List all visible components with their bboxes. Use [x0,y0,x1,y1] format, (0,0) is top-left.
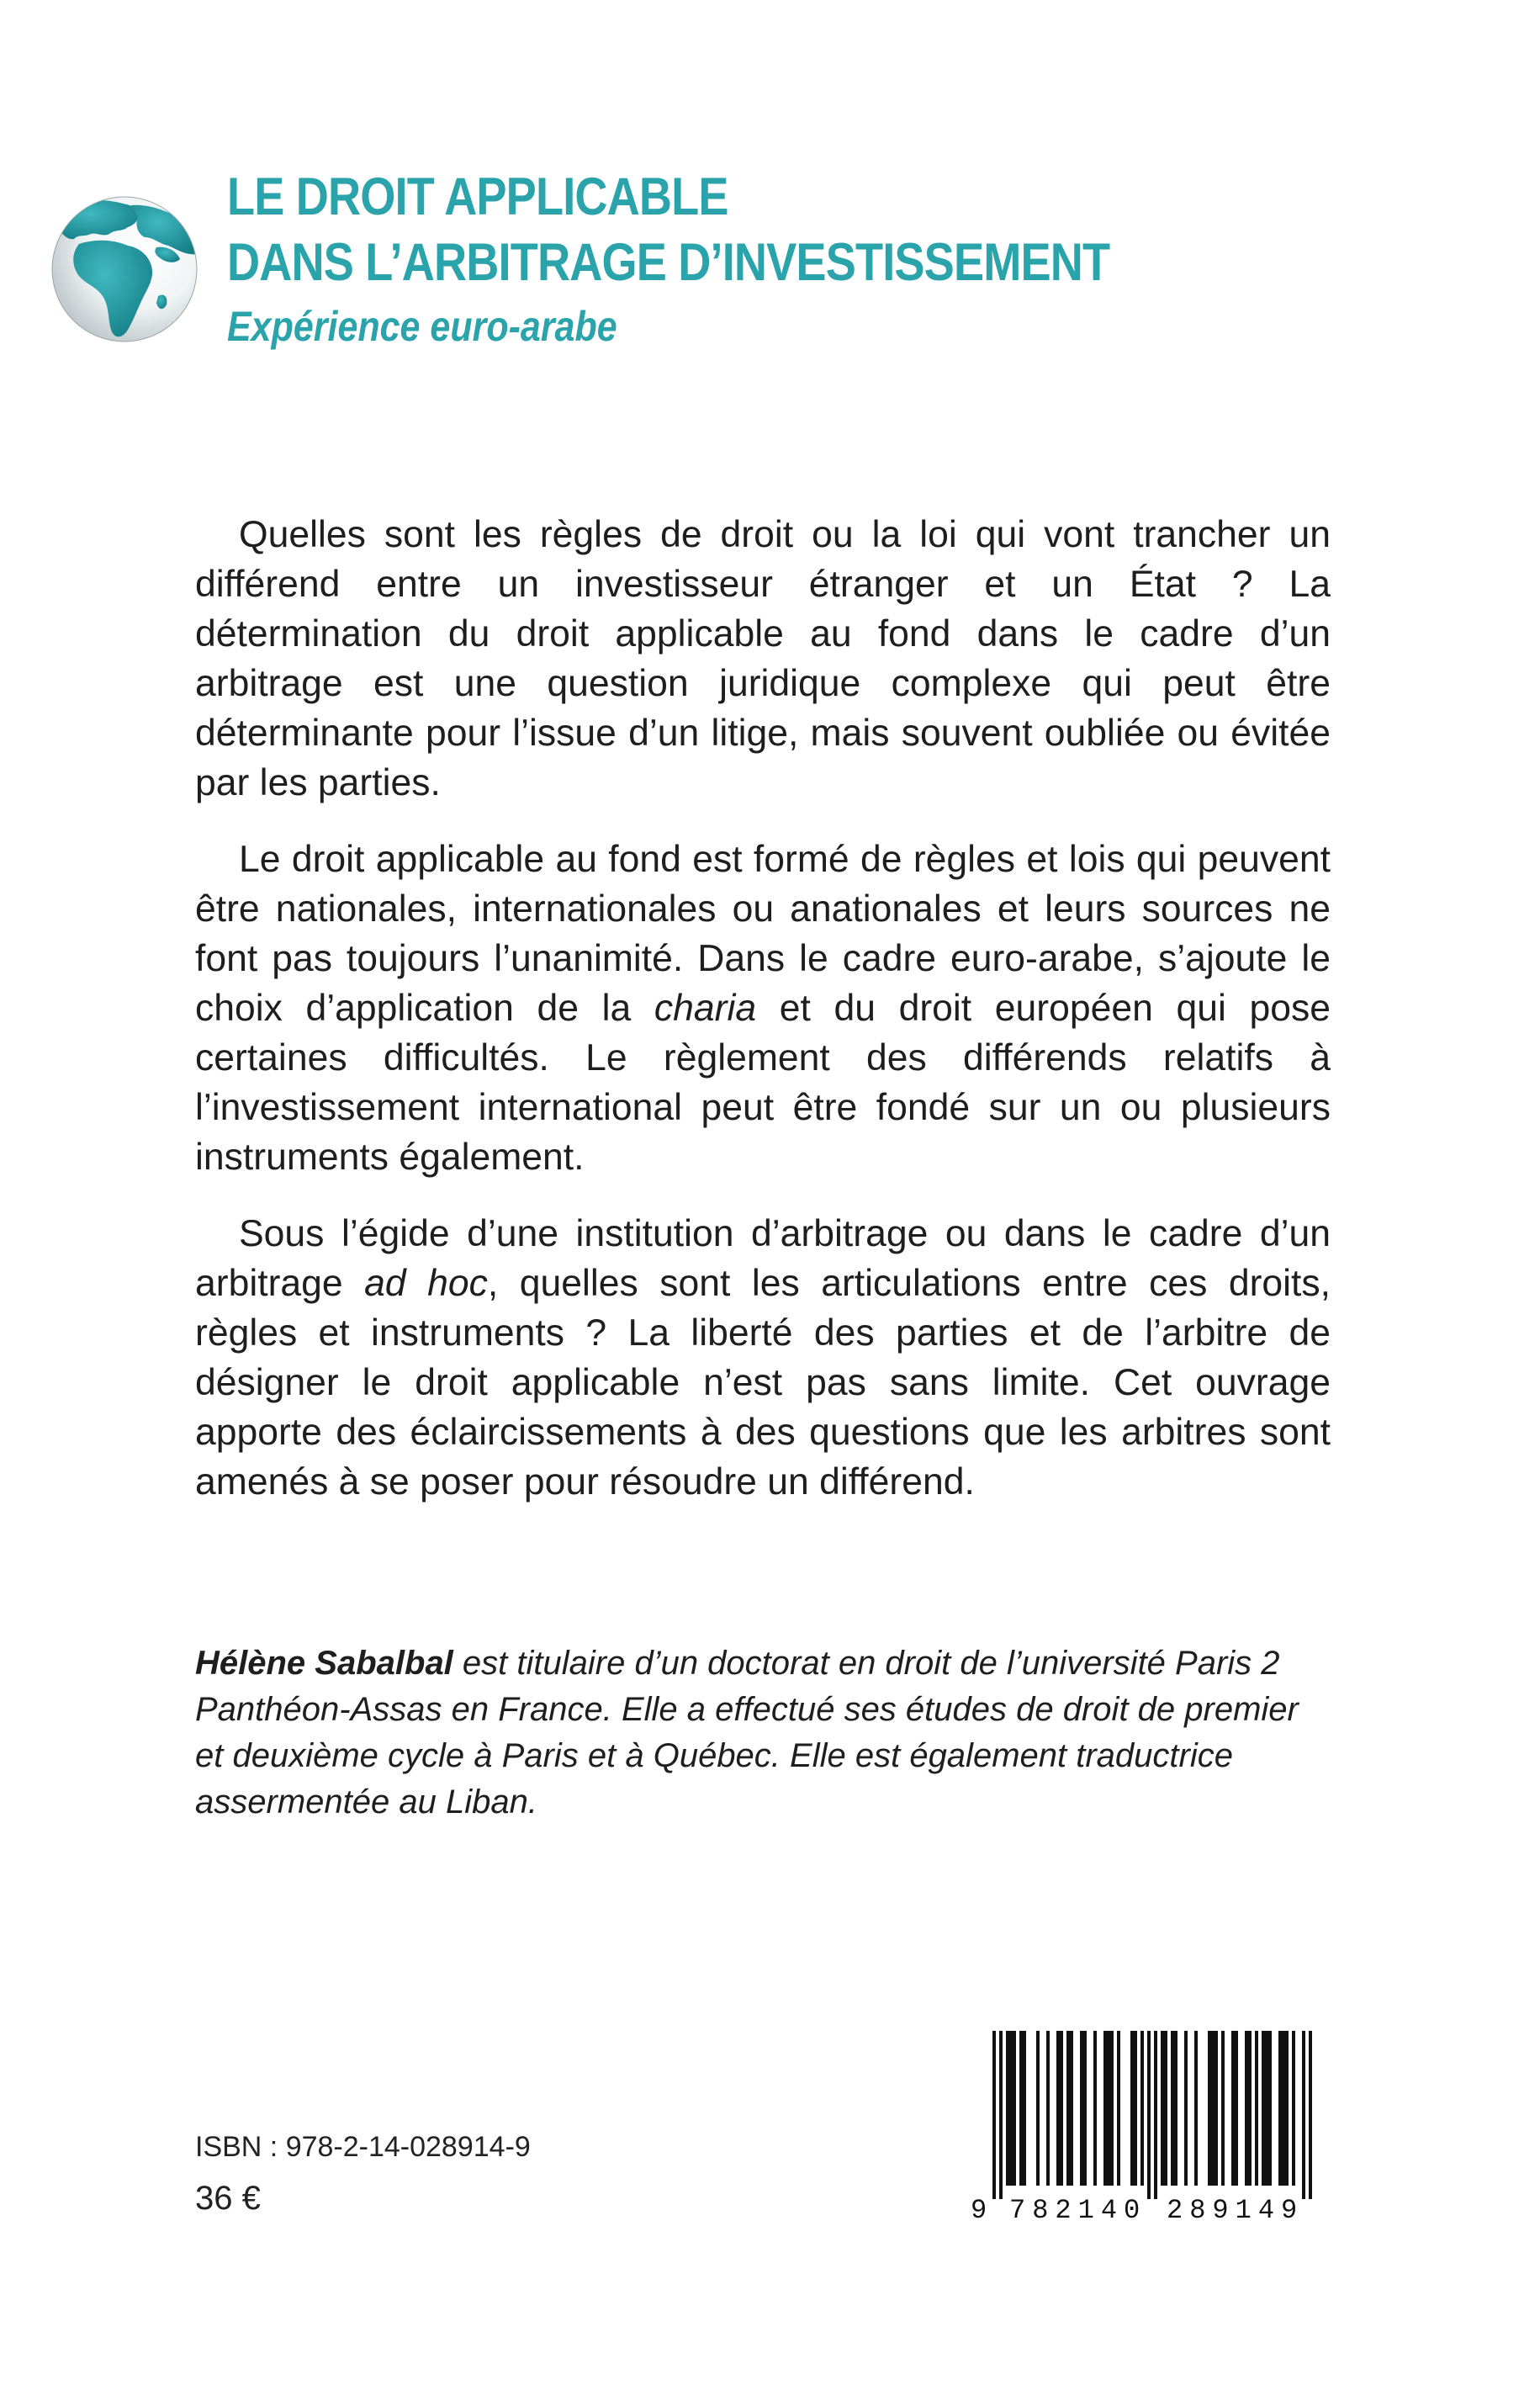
blurb-paragraph-1: Quelles sont les règles de droit ou la loi qui vont trancher un différend entre un investisseur étranger et un État ? La détermination du droit applicable au fond dans le cadre d’un arbitrage est une question juridique complexe qui peut être déterminante pour l’issue d’un litige, mais souvent oubliée ou évitée par les parties. [195,514,1331,803]
title-block [227,164,1472,354]
barcode-bar [1215,2031,1218,2186]
barcode-bar [1184,2031,1188,2186]
barcode-bar [992,2031,996,2199]
globe-icon [50,195,198,343]
book-title-line-2: DANS L’ARBITRAGE D’INVESTISSEMENT [227,233,1110,292]
barcode-first-digit: 9 [971,2195,987,2226]
barcode-bar [1110,2031,1114,2186]
barcode-bar [1262,2031,1265,2186]
barcode-bar [1103,2031,1107,2186]
barcode-bar [1161,2031,1164,2186]
barcode-bar [1211,2031,1215,2186]
barcode-bar [1164,2031,1167,2186]
barcode-bar [1009,2031,1013,2186]
barcode-bar [1036,2031,1040,2186]
price: 36 € [195,2180,261,2217]
barcode-bar [1013,2031,1016,2186]
barcode-bar [1208,2031,1211,2186]
barcode-bar [1093,2031,1097,2186]
barcode-bar [1265,2031,1268,2186]
barcode-bar [1107,2031,1110,2186]
barcode-bar [1268,2031,1272,2186]
barcode-bar [1140,2031,1144,2186]
author-bio [195,1640,1331,1826]
barcode-bar [1019,2031,1023,2186]
barcode-bar [1134,2031,1137,2186]
barcode-bar [1248,2031,1252,2186]
barcode-bar [1056,2031,1060,2186]
barcode-bar [1309,2031,1312,2199]
barcode-bar [1130,2031,1134,2186]
barcode-bar [1245,2031,1248,2186]
blurb-paragraph-2: Le droit applicable au fond est formé de règles et lois qui peuvent être nationales, internationales ou anationales et leurs sources ne font pas toujours l’unanimité. Dans le cadre euro-arabe, s’ajoute le choix d’application de la charia et du droit européen qui pose certaines difficultés. Le règlement des différends relatifs à l’investissement international peut être fondé sur un ou plusieurs instruments également. [195,839,1331,1178]
barcode-bar [1046,2031,1050,2186]
blurb-paragraph-3: Sous l’égide d’une institution d’arbitrage ou dans le cadre d’un arbitrage ad hoc, quelles sont les articulations entre ces droits, règles et instruments ? La liberté des parties et de l’arbitre de désigner le droit applicable n’est pas sans limite. Cet ouvrage apporte des éclaircissements à des questions que les arbitres sont amenés à se poser pour résoudre un différend. [195,1213,1331,1503]
barcode-bar [1255,2031,1258,2186]
barcode [967,2026,1330,2228]
barcode-group-2: 289149 [1167,2195,1305,2226]
blurb [195,510,1331,1534]
author-name: Hélène Sabalbal [195,1645,453,1682]
barcode-bar [1221,2031,1225,2186]
barcode-bar [1285,2031,1289,2186]
barcode-bar [999,2031,1003,2199]
book-title-line-1: LE DROIT APPLICABLE [227,167,728,226]
barcode-bar [1006,2031,1009,2186]
barcode-bar [1282,2031,1285,2186]
book-subtitle: Expérience euro-arabe [227,303,617,350]
barcode-bar [1194,2031,1198,2186]
barcode-bar [1080,2031,1083,2186]
barcode-bar [1302,2031,1305,2199]
barcode-bar [1023,2031,1026,2186]
barcode-bar [1070,2031,1073,2186]
barcode-bar [1060,2031,1063,2186]
barcode-bar [1171,2031,1174,2186]
barcode-bar [1235,2031,1238,2186]
author-bio-text: est titulaire d’un doctorat en droit de l’université Paris 2 Panthéon-Assas en France. Elle a effectué ses études de droit de premier et deuxième cycle à Paris et à Québec. Elle est également traductrice assermentée au Liban. [195,1645,1299,1821]
barcode-bar [1292,2031,1295,2186]
barcode-bar [1147,2031,1151,2199]
barcode-bar [1117,2031,1120,2186]
barcode-bar [1278,2031,1282,2186]
barcode-bar [1066,2031,1070,2186]
barcode-bar [1083,2031,1087,2186]
barcode-bar [1231,2031,1235,2186]
barcode-bar [1174,2031,1177,2186]
barcode-group-1: 782140 [1009,2195,1147,2226]
isbn: ISBN : 978-2-14-028914-9 [195,2131,531,2163]
barcode-bar [1154,2031,1157,2199]
barcode-graphic [967,2026,1330,2228]
